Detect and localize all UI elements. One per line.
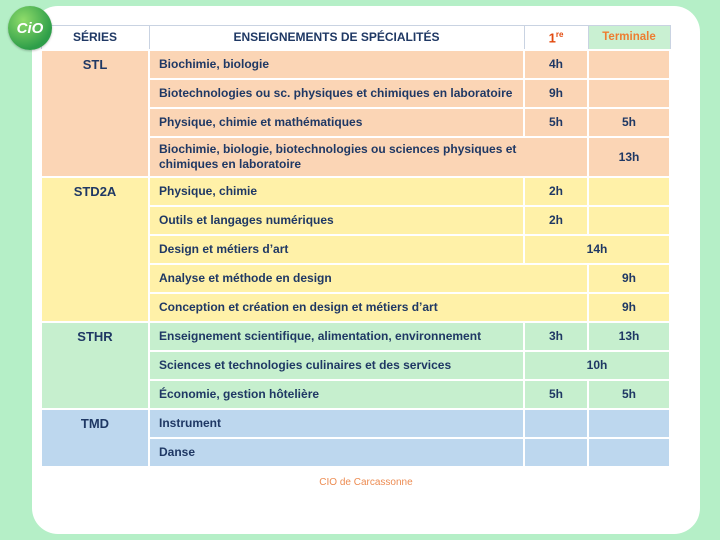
hours-merged-cell: 10h bbox=[524, 351, 670, 380]
hours-premiere-cell: 2h bbox=[524, 177, 588, 206]
specialty-cell: Analyse et méthode en design bbox=[149, 264, 588, 293]
header-specialites: ENSEIGNEMENTS DE SPÉCIALITÉS bbox=[149, 26, 524, 50]
hours-terminale-cell bbox=[588, 206, 670, 235]
hours-merged-cell: 14h bbox=[524, 235, 670, 264]
hours-terminale-cell bbox=[588, 50, 670, 79]
specialty-cell: Danse bbox=[149, 438, 524, 467]
hours-premiere-cell: 9h bbox=[524, 79, 588, 108]
hours-terminale-cell: 5h bbox=[588, 108, 670, 137]
hours-terminale-cell bbox=[588, 409, 670, 438]
table-row bbox=[41, 50, 670, 79]
specialty-cell: Design et métiers d’art bbox=[149, 235, 524, 264]
hours-premiere-cell: 5h bbox=[524, 380, 588, 409]
hours-premiere-cell bbox=[524, 409, 588, 438]
hours-premiere-cell: 4h bbox=[524, 50, 588, 79]
hours-terminale-cell: 13h bbox=[588, 137, 670, 177]
premiere-superscript: re bbox=[555, 29, 564, 39]
table-row bbox=[41, 177, 670, 206]
specialty-cell: Outils et langages numériques bbox=[149, 206, 524, 235]
table-header-row bbox=[41, 26, 670, 50]
cio-logo bbox=[8, 6, 52, 50]
header-terminale: Terminale bbox=[588, 26, 670, 50]
header-series: SÉRIES bbox=[41, 26, 149, 50]
table-row bbox=[41, 322, 670, 351]
series-cell-sthr: STHR bbox=[41, 322, 149, 409]
content-card bbox=[32, 6, 700, 534]
hours-premiere-cell bbox=[524, 438, 588, 467]
hours-terminale-cell: 5h bbox=[588, 380, 670, 409]
series-cell-tmd: TMD bbox=[41, 409, 149, 467]
hours-terminale-cell bbox=[588, 79, 670, 108]
series-cell-std2a: STD2A bbox=[41, 177, 149, 322]
specialty-cell: Physique, chimie et mathématiques bbox=[149, 108, 524, 137]
hours-terminale-cell bbox=[588, 438, 670, 467]
hours-premiere-cell: 5h bbox=[524, 108, 588, 137]
hours-premiere-cell: 2h bbox=[524, 206, 588, 235]
hours-terminale-cell: 13h bbox=[588, 322, 670, 351]
specialty-cell: Enseignement scientifique, alimentation, environnement bbox=[149, 322, 524, 351]
specialites-table bbox=[40, 25, 671, 468]
cio-logo-text: CiO bbox=[16, 19, 44, 37]
specialty-cell: Physique, chimie bbox=[149, 177, 524, 206]
specialty-cell: Économie, gestion hôtelière bbox=[149, 380, 524, 409]
specialty-cell: Biotechnologies ou sc. physiques et chimiques en laboratoire bbox=[149, 79, 524, 108]
premiere-base: 1 bbox=[548, 29, 556, 45]
table-row bbox=[41, 409, 670, 438]
hours-terminale-cell: 9h bbox=[588, 264, 670, 293]
hours-terminale-cell: 9h bbox=[588, 293, 670, 322]
hours-premiere-cell: 3h bbox=[524, 322, 588, 351]
series-cell-stl: STL bbox=[41, 50, 149, 177]
specialty-cell: Conception et création en design et métiers d’art bbox=[149, 293, 588, 322]
specialty-cell: Biochimie, biologie bbox=[149, 50, 524, 79]
footer-caption: CIO de Carcassonne bbox=[319, 476, 413, 488]
specialty-cell: Instrument bbox=[149, 409, 524, 438]
header-premiere bbox=[524, 26, 588, 50]
hours-terminale-cell bbox=[588, 177, 670, 206]
specialty-cell: Sciences et technologies culinaires et des services bbox=[149, 351, 524, 380]
specialty-cell: Biochimie, biologie, biotechnologies ou sciences physiques et chimiques en laboratoire bbox=[149, 137, 588, 177]
